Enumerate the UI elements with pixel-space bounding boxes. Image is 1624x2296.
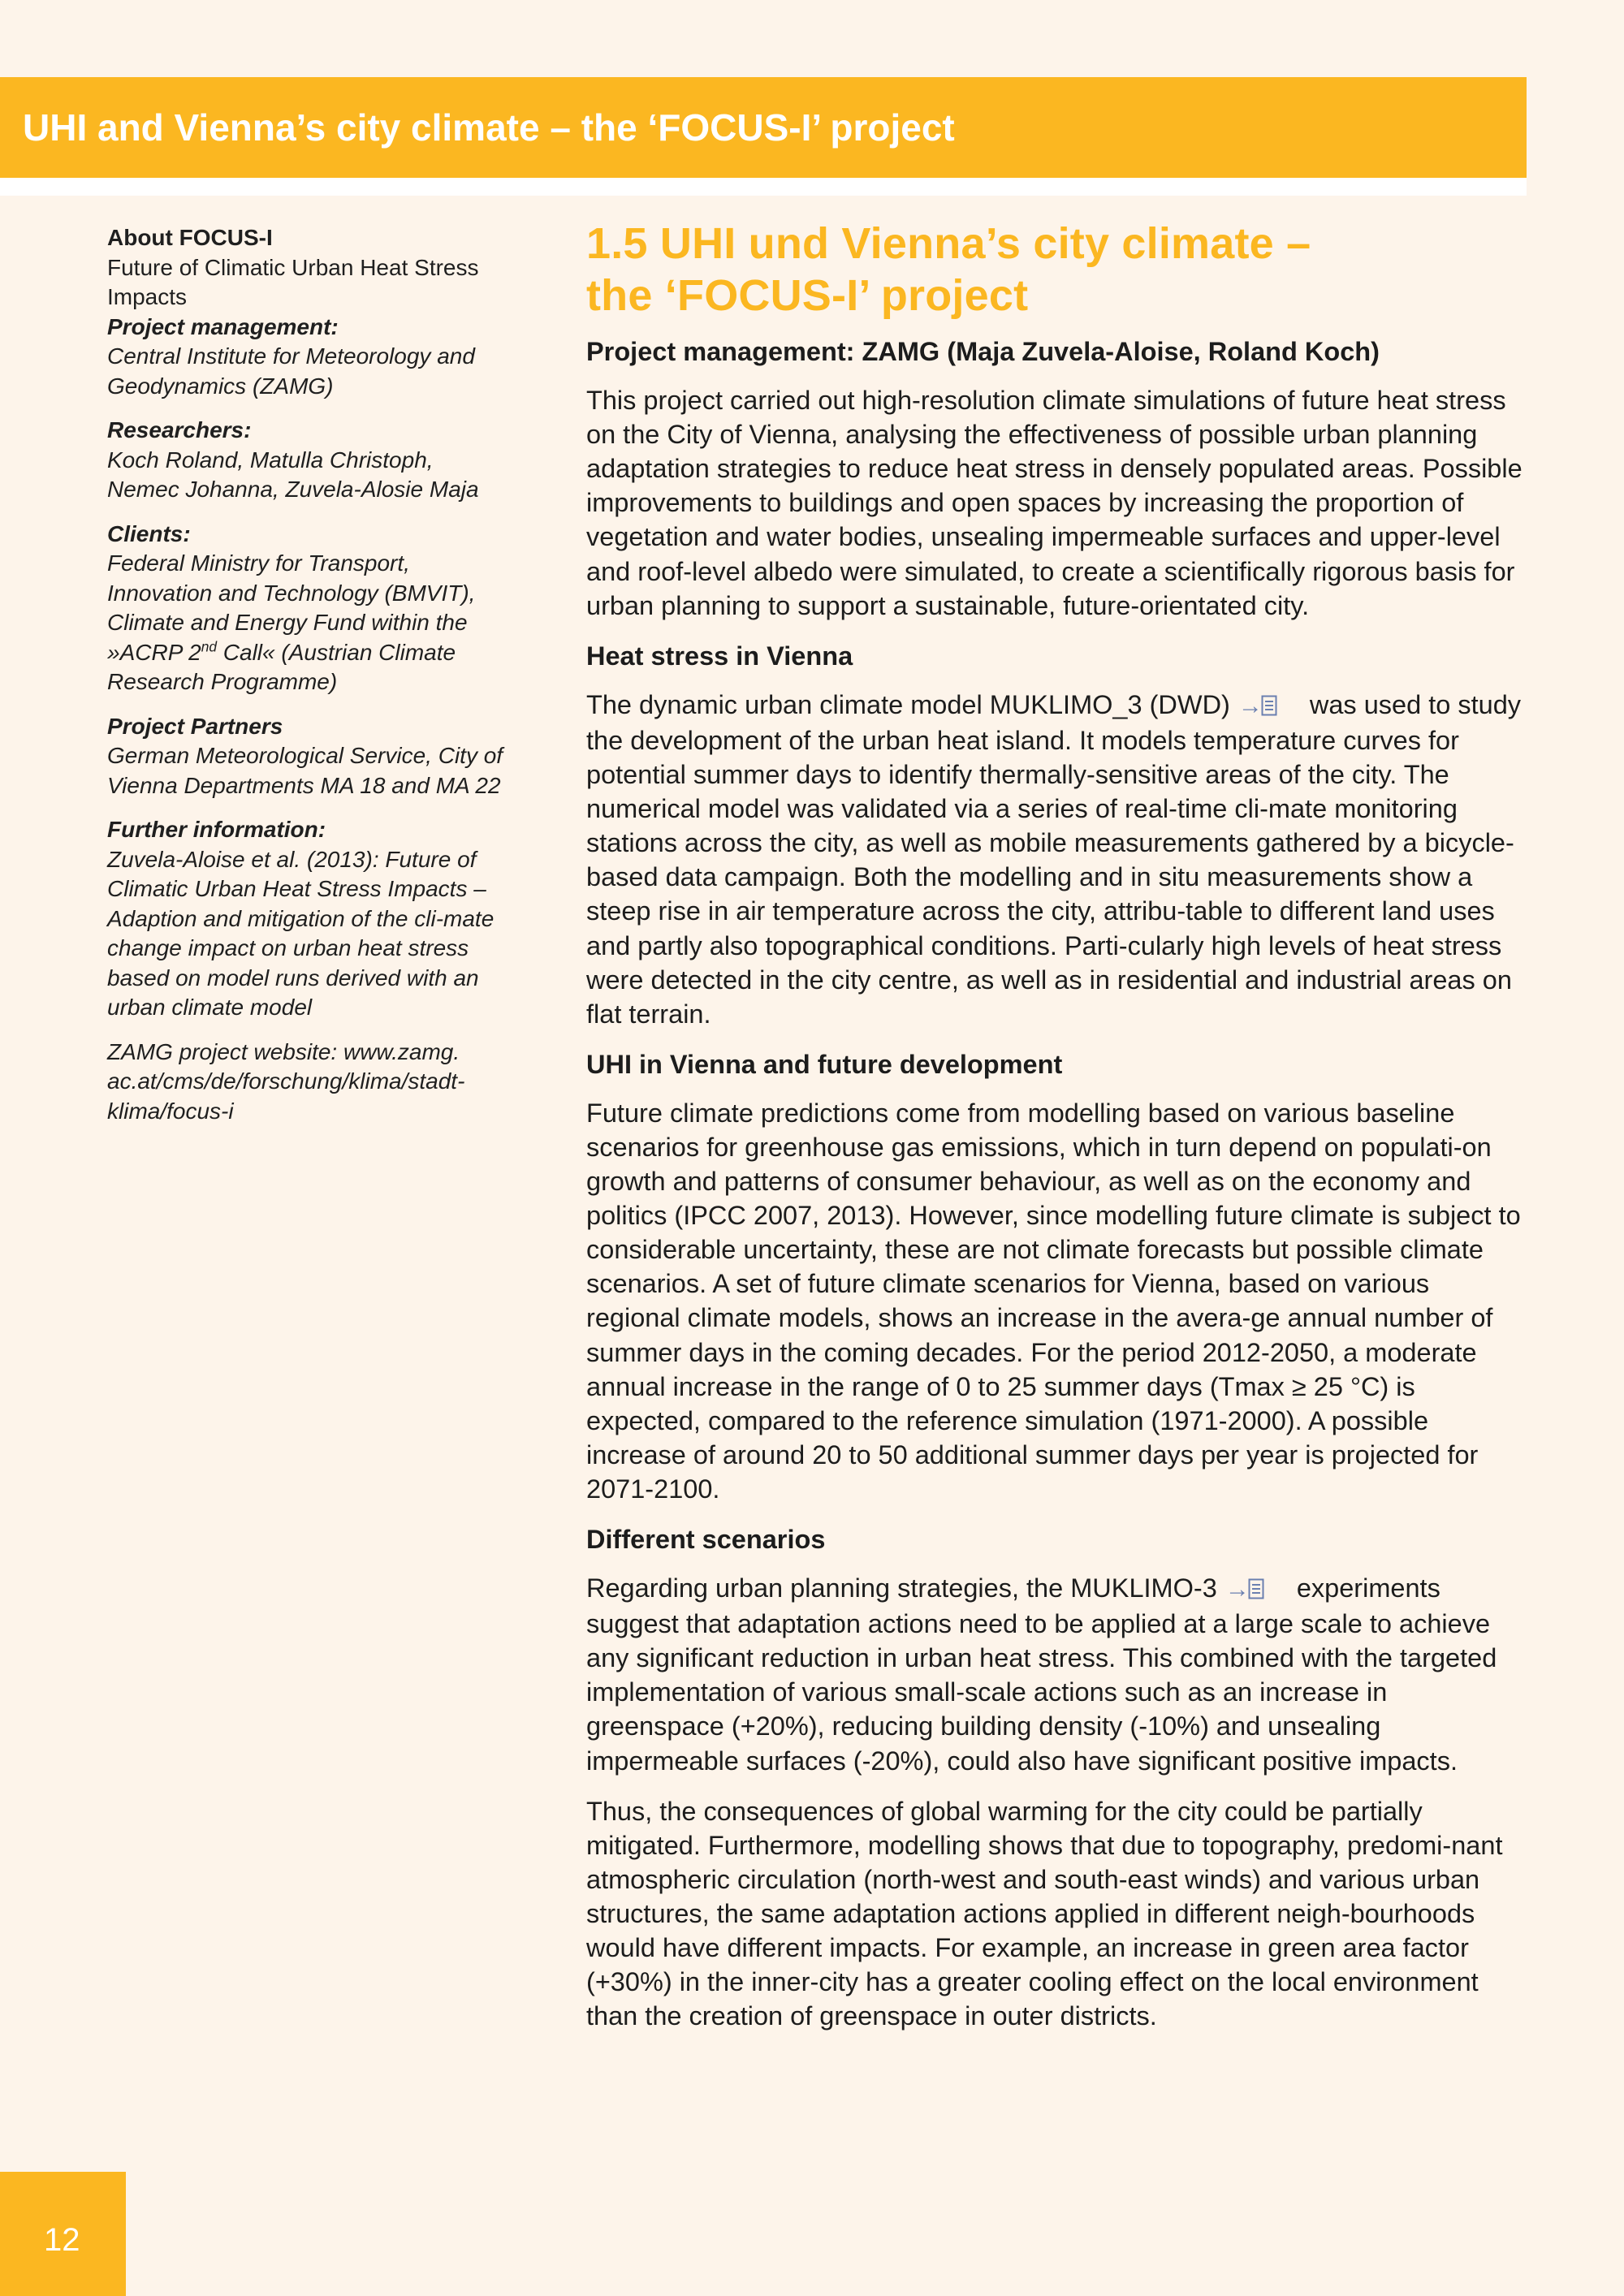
pm-heading: Project management: (107, 313, 339, 339)
pm-text: Central Institute for Meteorology and Geodynamics (ZAMG) (107, 343, 475, 399)
main-column (586, 218, 1528, 2049)
clients-heading: Clients: (107, 520, 191, 546)
scenarios-heading: Different scenarios (586, 1525, 826, 1554)
heat-stress-paragraph (586, 688, 1528, 1031)
further-reference: Zuvela-Aloise et al. (2013): Future of Climatic Urban Heat Stress Impacts – Adaption and mitigation of the cli-mate change impact on urban heat stress based on model runs derived with an urban climate model (107, 846, 495, 1020)
researchers-section (107, 416, 505, 505)
heat-stress-text-b: was used to study the development of the urban heat island. It models temperature curves for potential summer days to identify thermally-sensitive areas of the city. The numerical model was validated via a series of real-time cli-mate monitoring stations across the city, as well as mobile measurements gathered by a bicycle-based data campaign. Both the modelling and in situ measurements show a steep rise in air temperature across the city, attribu-table to different land uses and partly also topographical conditions. Parti-cularly high levels of heat stress were detected in the city centre, as well as in residential and industrial areas on flat terrain. (586, 689, 1522, 1029)
researchers-text: Koch Roland, Matulla Christoph, Nemec Johanna, Zuvela-Alosie Maja (107, 447, 479, 502)
uhi-future-paragraph: Future climate predictions come from modelling based on various baseline scenarios for greenhouse gas emissions, which in turn depend on populati-on growth and patterns of consumer behaviour, as well as on the economy and politics (IPCC 2007, 2013). However, since modelling future climate is subject to considerable uncertainty, these are not climate forecasts but possible climate scenarios. A set of future climate scenarios for Vienna, based on various regional climate models, shows an increase in the avera-ge annual number of summer days in the coming decades. For the period 2012-2050, a moderate annual increase in the range of 0 to 25 summer days (Tmax ≥ 25 °C) is expected, compared to the reference simulation (1971-2000). A possible increase of around 20 to 50 additional summer days per year is projected for 2071-2100. (586, 1098, 1521, 1504)
heat-stress-text-a: The dynamic urban climate model MUKLIMO_3 (DWD) (586, 689, 1230, 719)
project-management-line: Project management: ZAMG (Maja Zuvela-Aloise, Roland Koch) (586, 337, 1380, 366)
partners-section (107, 712, 505, 801)
scenarios-text-b: experiments suggest that adaptation actions need to be applied at a large scale to achieve any significant reduction in urban heat stress. This combined with the targeted implementation of various small-scale actions such as an increase in greenspace (+20%), reducing building density (-10%) and unsealing impermeable surfaces (-20%), could also have significant positive impacts. (586, 1573, 1497, 1776)
further-heading: Further information: (107, 817, 326, 842)
clients-section (107, 520, 505, 697)
heat-stress-heading: Heat stress in Vienna (586, 641, 853, 671)
scenarios-paragraph (586, 1571, 1528, 1778)
about-text: Future of Climatic Urban Heat Stress Impacts (107, 254, 479, 309)
intro-paragraph: This project carried out high-resolution climate simulations of future heat stress on the City of Vienna, analysing the effectiveness of possible urban planning adaptation strategies to reduce heat stress in densely populated areas. Possible improvements to buildings and open spaces by increasing the proportion of vegetation and water bodies, unsealing impermeable surfaces and upper-level and roof-level albedo were simulated, to create a scientifically rigorous basis for urban planning to support a sustainable, future-orientated city. (586, 386, 1522, 620)
chapter-title-line1: 1.5 UHI und Vienna’s city climate – (586, 219, 1311, 268)
sidebar-info-box (107, 223, 505, 1141)
page-header-title: UHI and Vienna’s city climate – the ‘FOCUS-I’ project (23, 106, 955, 149)
conclusion-paragraph: Thus, the consequences of global warming for the city could be partially mitigated. Furthermore, modelling shows that due to topography, predomi-nant atmospheric circulation (north-west and south-east winds) and various urban structures, the same adaptation actions applied in different neigh-bourhoods would have different impacts. For example, an increase in green area factor (+30%) in the inner-city has a greater cooling effect on the local environment than the creation of greenspace in outer districts. (586, 1796, 1503, 2031)
partners-heading: Project Partners (107, 713, 283, 739)
header-divider (0, 178, 1527, 196)
clients-text (107, 549, 505, 697)
clients-text-part2: Call« (Austrian Climate Research Programme) (107, 639, 456, 694)
clients-superscript: nd (201, 638, 217, 655)
glossary-arrow-icon[interactable]: → (1238, 689, 1277, 723)
further-info-section (107, 815, 505, 1126)
chapter-title-line2: the ‘FOCUS-I’ project (586, 271, 1029, 320)
header-band (0, 77, 1527, 178)
researchers-heading: Researchers: (107, 417, 252, 442)
scenarios-text-a: Regarding urban planning strategies, the MUKLIMO-3 (586, 1573, 1217, 1603)
page-number-tab (0, 2172, 126, 2296)
clients-text-part1: Federal Ministry for Transport, Innovation and Technology (BMVIT), Climate and Energy Fund within the »ACRP 2 (107, 550, 476, 665)
partners-text: German Meteorological Service, City of Vienna Departments MA 18 and MA 22 (107, 743, 503, 798)
about-section (107, 223, 505, 401)
glossary-arrow-icon[interactable]: → (1225, 1573, 1264, 1607)
page-number: 12 (44, 2222, 80, 2258)
project-website[interactable]: ZAMG project website: www.zamg. ac.at/cms/de/forschung/klima/stadt-klima/focus-i (107, 1038, 465, 1124)
chapter-title (586, 218, 1528, 322)
uhi-future-heading: UHI in Vienna and future development (586, 1049, 1063, 1079)
about-heading: About FOCUS-I (107, 225, 273, 250)
